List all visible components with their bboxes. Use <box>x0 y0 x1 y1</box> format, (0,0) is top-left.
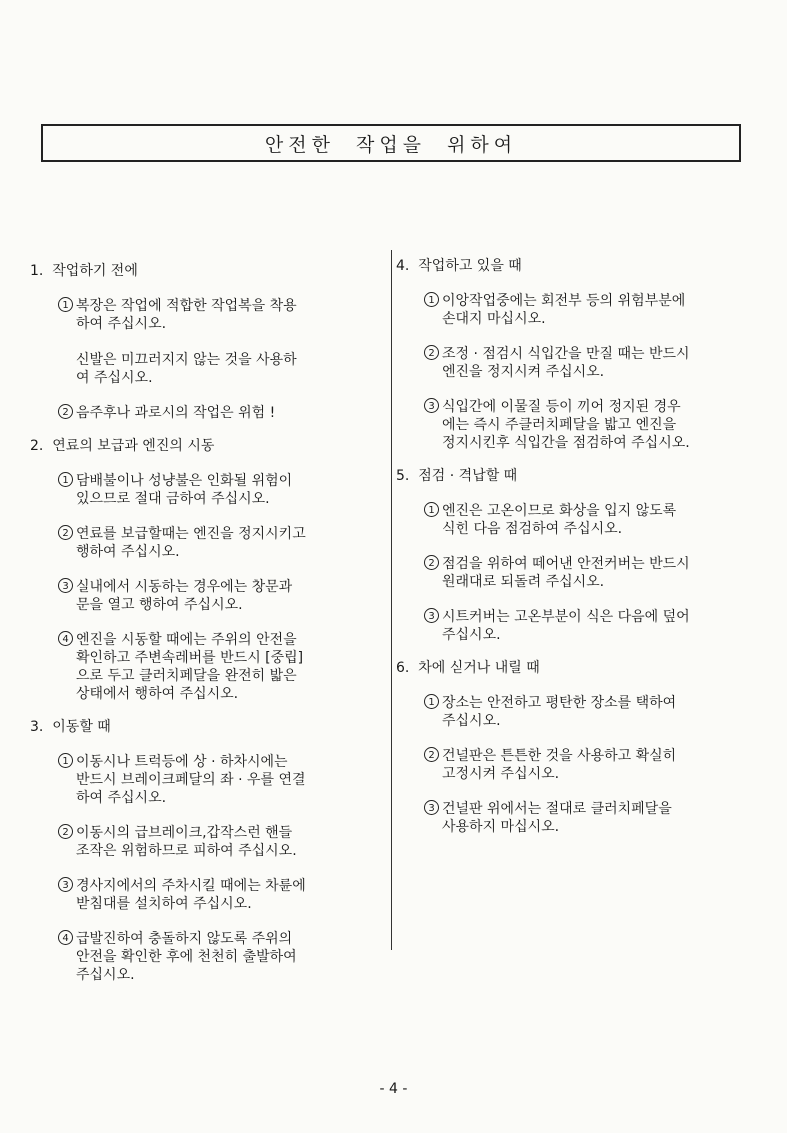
item-text: 신발은 미끄러지지 않는 것을 사용하 여 주십시오. <box>76 352 297 386</box>
list-item <box>30 930 392 984</box>
item-text: 급발진하여 충돌하지 않도록 주위의 안전을 확인한 후에 천천히 출발하여 주십시오. <box>76 931 297 983</box>
list-item <box>30 824 392 860</box>
item-text: 실내에서 시동하는 경우에는 창문과 문을 열고 행하여 주십시오. <box>76 579 293 613</box>
item-text: 담배불이나 성냥불은 인화될 위험이 있으므로 절대 금하여 주십시오. <box>76 473 293 507</box>
list-item <box>396 398 768 452</box>
circled-number: 2 <box>58 824 73 839</box>
item-text: 이동시의 급브레이크,갑작스런 핸들 조작은 위험하므로 피하여 주십시오. <box>76 825 297 859</box>
item-text: 식입간에 이물질 등이 끼어 정지된 경우 에는 즉시 주클러치페달을 밟고 엔진을 정지시킨후 식입간을 점검하여 주십시오. <box>442 399 690 451</box>
section-number: 3. <box>30 719 44 735</box>
item-text: 음주후나 과로시의 작업은 위험 ! <box>76 405 276 421</box>
page-number: - 4 - <box>379 1081 408 1097</box>
item-text: 연료를 보급할때는 엔진을 정지시키고 행하여 주십시오. <box>76 526 306 560</box>
circled-number: 1 <box>58 297 73 312</box>
item-text: 경사지에서의 주차시킬 때에는 차륜에 받침대를 설치하여 주십시오. <box>76 878 306 912</box>
list-item <box>30 525 392 561</box>
section-number: 4. <box>396 258 410 274</box>
section-number: 6. <box>396 660 410 676</box>
list-item <box>396 292 768 328</box>
list-item <box>30 578 392 614</box>
circled-number: 4 <box>58 930 73 945</box>
circled-number: 2 <box>58 404 73 419</box>
list-item <box>30 351 392 387</box>
list-item <box>396 502 768 538</box>
right-column <box>396 257 768 836</box>
list-item <box>396 608 768 644</box>
item-text: 이동시나 트럭등에 상 · 하차시에는 반드시 브레이크페달의 좌 · 우를 연결 하여 주십시오. <box>76 754 306 806</box>
list-item <box>396 747 768 783</box>
item-text: 시트커버는 고온부분이 식은 다음에 덮어 주십시오. <box>442 609 690 643</box>
circled-number: 2 <box>424 747 439 762</box>
circled-number: 3 <box>424 608 439 623</box>
section-title: 작업하고 있을 때 <box>418 258 522 274</box>
circled-number: 3 <box>424 398 439 413</box>
circled-number: 1 <box>424 502 439 517</box>
circled-number: 4 <box>58 631 73 646</box>
circled-number: 2 <box>58 525 73 540</box>
item-text: 건널판 위에서는 절대로 클러치페달을 사용하지 마십시오. <box>442 801 672 835</box>
section-title: 작업하기 전에 <box>52 263 138 279</box>
list-item <box>396 800 768 836</box>
left-column <box>30 257 392 984</box>
section-number: 1. <box>30 263 44 279</box>
section-title: 차에 싣거나 내릴 때 <box>418 660 540 676</box>
circled-number: 1 <box>424 694 439 709</box>
list-item <box>30 297 392 333</box>
circled-number: 1 <box>424 292 439 307</box>
circled-number: 2 <box>424 555 439 570</box>
list-item <box>30 877 392 913</box>
list-item <box>30 404 392 422</box>
section-number: 5. <box>396 468 410 484</box>
section-heading <box>396 467 768 485</box>
section-number: 2. <box>30 438 44 454</box>
item-text: 점검을 위하여 떼어낸 안전커버는 반드시 원래대로 되돌려 주십시오. <box>442 556 690 590</box>
circled-number: 1 <box>58 472 73 487</box>
circled-number: 1 <box>58 753 73 768</box>
item-text: 엔진은 고온이므로 화상을 입지 않도록 식힌 다음 점검하여 주십시오. <box>442 503 677 537</box>
circled-number: 3 <box>58 578 73 593</box>
section-title: 점검 · 격납할 때 <box>418 468 518 484</box>
circled-number: 3 <box>424 800 439 815</box>
item-text: 엔진을 시동할 때에는 주위의 안전을 확인하고 주변속레버를 반드시 [중립] 으로 두고 클러치페달을 완전히 밟은 상태에서 행하여 주십시오. <box>76 632 304 702</box>
list-item <box>30 753 392 807</box>
page-title: 안전한 작업을 위하여 <box>264 133 518 156</box>
item-text: 복장은 작업에 적합한 작업복을 착용 하여 주십시오. <box>76 298 297 332</box>
list-item <box>396 694 768 730</box>
section-heading <box>30 718 392 736</box>
list-item <box>30 472 392 508</box>
item-text: 건널판은 튼튼한 것을 사용하고 확실히 고정시켜 주십시오. <box>442 748 677 782</box>
list-item <box>30 631 392 703</box>
section-heading <box>30 437 392 455</box>
section-title: 이동할 때 <box>52 719 111 735</box>
item-text: 장소는 안전하고 평탄한 장소를 택하여 주십시오. <box>442 695 677 729</box>
list-item <box>396 345 768 381</box>
section-title: 연료의 보급과 엔진의 시동 <box>52 438 215 454</box>
section-heading <box>396 659 768 677</box>
circled-number: 2 <box>424 345 439 360</box>
title-box <box>41 124 741 162</box>
list-item <box>396 555 768 591</box>
circled-number: 3 <box>58 877 73 892</box>
section-heading <box>396 257 768 275</box>
item-text: 이앙작업중에는 회전부 등의 위험부분에 손대지 마십시오. <box>442 293 686 327</box>
item-text: 조정 · 점검시 식입간을 만질 때는 반드시 엔진을 정지시켜 주십시오. <box>442 346 690 380</box>
section-heading <box>30 262 392 280</box>
